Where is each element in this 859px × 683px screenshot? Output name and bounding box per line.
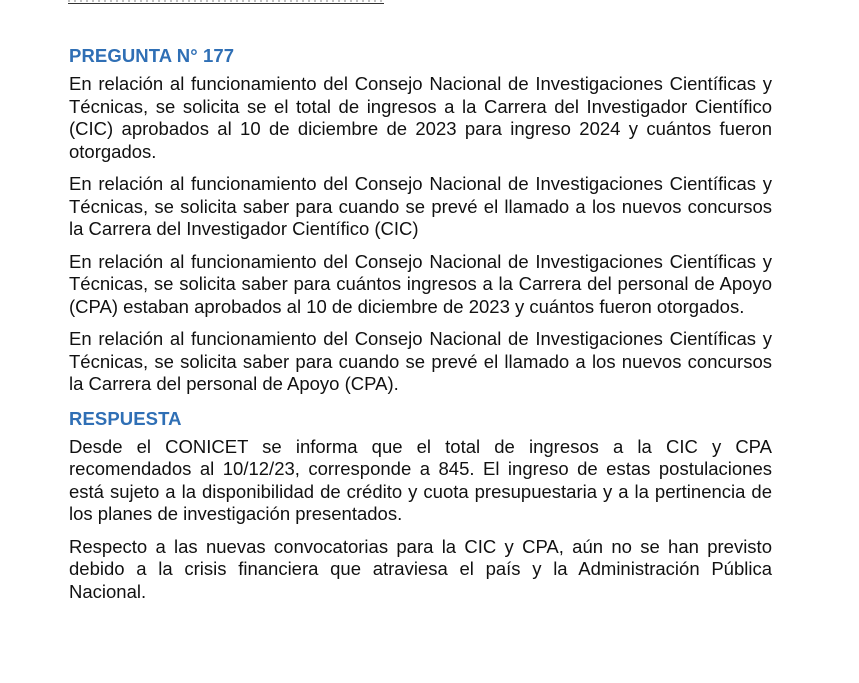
question-paragraph-2: En relación al funcionamiento del Consejo Nacional de Investigaciones Científicas y Técnicas, se solicita saber para cuando se prevé el llamado a los nuevos concursos la Carrera del Investigador Científico (CIC) (69, 173, 772, 239)
answer-paragraph-2: Respecto a las nuevas convocatorias para la CIC y CPA, aún no se han previsto debido a la crisis financiera que atraviesa el país y la Administración Pública Nacional. (69, 535, 772, 602)
question-paragraph-1: En relación al funcionamiento del Consejo Nacional de Investigaciones Científicas y Técnicas, se solicita se el total de ingresos a la Carrera del Investigador Científico (CIC) aprobados al 10 de diciembre de 2023 para ingreso 2024 y cuántos fueron otorgados. (69, 73, 772, 162)
question-paragraph-3: En relación al funcionamiento del Consejo Nacional de Investigaciones Científicas y Técnicas, se solicita saber para cuántos ingresos a la Carrera del personal de Apoyo (CPA) estaban aprobados al 10 de diciembre de 2023 y cuántos fueron otorgados. (69, 250, 772, 317)
document-body (69, 43, 772, 613)
question-paragraph-4: En relación al funcionamiento del Consejo Nacional de Investigaciones Científicas y Técnicas, se solicita saber para cuando se prevé el llamado a los nuevos concursos la Carrera del personal de Apoyo (CPA). (69, 328, 772, 394)
divider-texture (68, 0, 384, 2)
answer-heading: RESPUESTA (69, 407, 182, 429)
top-divider-line (68, 0, 384, 4)
answer-paragraph-1: Desde el CONICET se informa que el total de ingresos a la CIC y CPA recomendados al 10/12/23, corresponde a 845. El ingreso de estas postulaciones está sujeto a la disponibilidad de crédito y cuota presupuestaria y a la pertinencia de los planes de investigación presentados. (69, 435, 772, 524)
question-heading: PREGUNTA N° 177 (69, 45, 235, 66)
